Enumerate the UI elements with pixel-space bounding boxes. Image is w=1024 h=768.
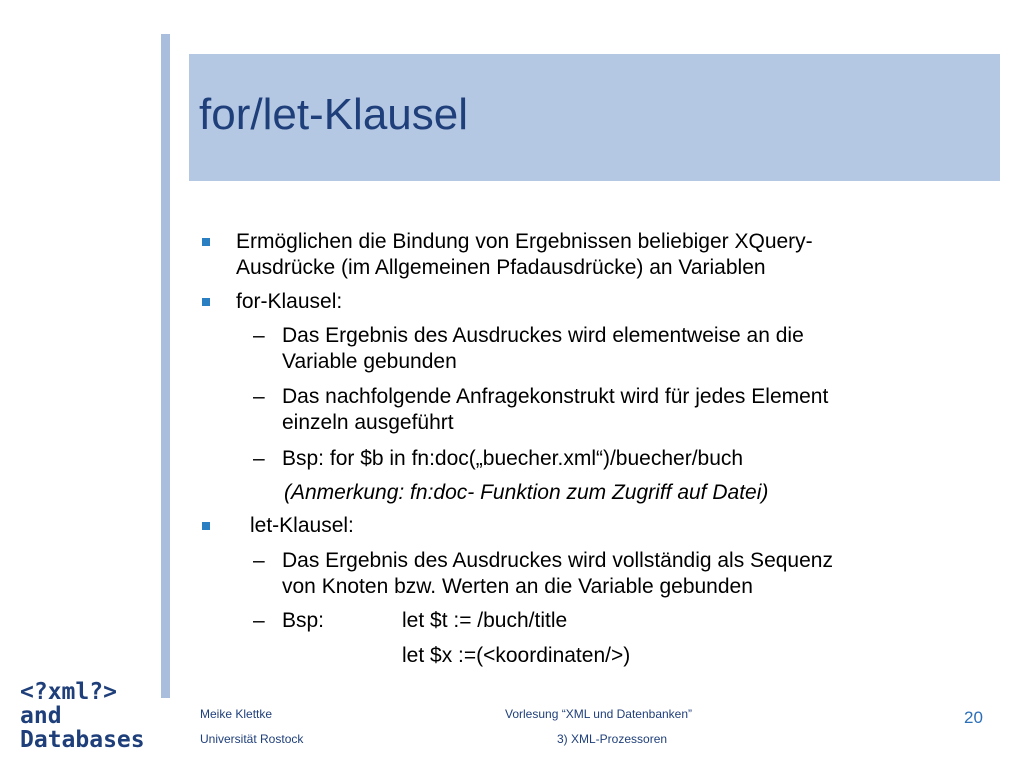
bullet-marker [202, 522, 210, 530]
sub-bullet-2-3-line-1: Bsp: for $b in fn:doc(„buecher.xml“)/buecher/buch [282, 447, 744, 470]
bullet-1-line-1: Ermöglichen die Bindung von Ergebnissen beliebiger XQuery- [236, 230, 813, 253]
logo-line-3: Databases [20, 727, 145, 753]
footer-author: Meike Klettke [200, 707, 273, 721]
code-line-1: let $t := /buch/title [402, 609, 568, 632]
sub-bullet-3-1-line-1: Das Ergebnis des Ausdruckes wird vollständig als Sequenz [282, 549, 833, 572]
sub-bullet-2-2-line-2: einzeln ausgeführt [282, 411, 454, 434]
sub-bullet-2-1-line-2: Variable gebunden [282, 350, 457, 373]
bullet-2-text: for-Klausel: [236, 290, 343, 313]
bullet-marker [202, 298, 210, 306]
logo-line-1: <?xml?> [20, 679, 117, 705]
sub-bullet-2-2-line-1: Das nachfolgende Anfragekonstrukt wird für jedes Element [282, 385, 829, 408]
bullet-1-line-2: Ausdrücke (im Allgemeinen Pfadausdrücke) an Variablen [236, 256, 766, 279]
sub-bullet-dash: – [253, 385, 265, 408]
bullet-3-text: let-Klausel: [250, 514, 354, 537]
sub-bullet-dash: – [253, 609, 265, 632]
sub-bullet-3-2-label: Bsp: [282, 609, 325, 632]
page-number: 20 [964, 708, 983, 727]
code-line-2: let $x :=(<koordinaten/>) [402, 644, 631, 667]
footer-chapter: 3) XML-Prozessoren [557, 732, 668, 746]
sub-bullet-dash: – [253, 324, 265, 347]
vertical-accent-bar [161, 34, 170, 698]
footer-course: Vorlesung “XML und Datenbanken” [505, 707, 693, 721]
sub-bullet-2-3-note: (Anmerkung: fn:doc- Funktion zum Zugriff auf Datei) [284, 481, 769, 504]
xml-databases-logo [20, 680, 145, 752]
sub-bullet-dash: – [253, 549, 265, 572]
bullet-marker [202, 238, 210, 246]
footer-university: Universität Rostock [200, 732, 304, 746]
sub-bullet-3-1-line-2: von Knoten bzw. Werten an die Variable gebunden [282, 575, 753, 598]
sub-bullet-dash: – [253, 447, 265, 470]
logo-line-2: and [20, 703, 62, 729]
slide-title: for/let-Klausel [199, 90, 469, 139]
sub-bullet-2-1-line-1: Das Ergebnis des Ausdruckes wird elementweise an die [282, 324, 804, 347]
